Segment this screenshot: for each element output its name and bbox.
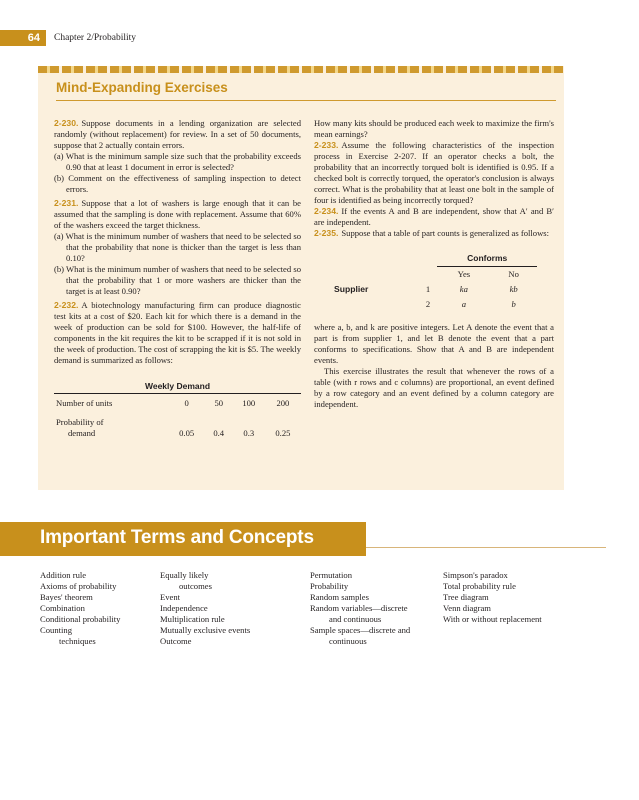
row-label: Number of units bbox=[56, 398, 113, 408]
divider bbox=[56, 100, 556, 101]
mind-expanding-exercises-box bbox=[38, 66, 564, 490]
table-row bbox=[332, 297, 537, 312]
table-cell: 1 bbox=[425, 284, 431, 294]
term: With or without replacement bbox=[443, 614, 542, 624]
exercise-number: 2-232. bbox=[54, 300, 79, 310]
table-cell: 0.4 bbox=[213, 428, 225, 438]
exercise-text: If the events A and B are independent, show that A′ and B′ are independent. bbox=[314, 206, 554, 227]
term-continuation: and continuous bbox=[329, 614, 382, 624]
exercise-part-a: (a) What is the minimum sample size such that the probability exceeds 0.90 that at least 1 document in error is selected? bbox=[54, 151, 301, 172]
term: Probability bbox=[310, 581, 349, 591]
cell-value: kb bbox=[509, 284, 518, 294]
section-title: Mind-Expanding Exercises bbox=[56, 80, 228, 95]
exercise-2-231 bbox=[54, 198, 301, 231]
term: Independence bbox=[160, 603, 208, 613]
table-cell: 0.05 bbox=[179, 428, 195, 438]
exercise-2-232 bbox=[54, 300, 301, 366]
term: Random variables—discrete bbox=[310, 603, 408, 613]
term-continuation: techniques bbox=[59, 636, 96, 646]
column-header: No bbox=[508, 269, 519, 279]
exercise-number: 2-231. bbox=[54, 198, 79, 208]
table-cell bbox=[437, 282, 490, 297]
decorative-dash-bar bbox=[38, 66, 564, 73]
table-cell: 100 bbox=[242, 398, 256, 408]
exercise-part-b: (b) What is the minimum number of washers that need to be selected so that the probability that 1 or more washers are thicker than the target is at least 0.90? bbox=[54, 264, 301, 296]
left-column bbox=[54, 118, 301, 440]
table-row bbox=[54, 397, 301, 410]
row-label-line: demand bbox=[68, 428, 96, 438]
table-caption: Conforms bbox=[437, 251, 537, 267]
term: Counting bbox=[40, 625, 72, 635]
exercise-number: 2-230. bbox=[54, 118, 79, 128]
exercise-2-232-continued: How many kits should be produced each week to maximize the firm's mean earnings? bbox=[314, 118, 554, 139]
weekly-demand-table bbox=[54, 380, 301, 440]
terms-column-3 bbox=[310, 570, 410, 647]
exercise-text: Suppose that a lot of washers is large enough that it can be assumed that the sampling is done with replacement. Assume that 60% of the washers exceed the target thickness. bbox=[54, 198, 301, 230]
column-header: Yes bbox=[457, 269, 471, 279]
exercise-2-233 bbox=[314, 140, 554, 206]
term: Bayes' theorem bbox=[40, 592, 93, 602]
exercise-text: Suppose that a table of part counts is generalized as follows: bbox=[341, 228, 550, 238]
exercise-part-a: (a) What is the minimum number of washers that need to be selected so that the probability that none is thicker than the target is less than 0.10? bbox=[54, 231, 301, 263]
table-cell: 0 bbox=[184, 398, 189, 408]
table-cell bbox=[490, 282, 537, 297]
divider bbox=[366, 547, 606, 548]
term: Outcome bbox=[160, 636, 192, 646]
terms-title: Important Terms and Concepts bbox=[40, 527, 314, 548]
exercise-2-235-text: where a, b, and k are positive integers. Let A denote the event that a part is from supplier 1, and let B denote the event that a part conforms to specifications. Show that A and B are independent events. bbox=[314, 322, 554, 365]
table-row bbox=[54, 416, 301, 440]
row-label-line: Probability of bbox=[56, 417, 104, 427]
exercise-text: A biotechnology manufacturing firm can produce diagnostic test kits at a cost of $20. Each kit for which there is a demand in the week of production can be sold for $100. However, the half-life of components in the kit requires the kit to be scrapped if it is not sold in the week of production. The cost of scrapping the kit is $5. The weekly demand is summarized as follows: bbox=[54, 300, 301, 365]
table-row bbox=[332, 282, 537, 297]
terms-column-2 bbox=[160, 570, 250, 647]
term: Total probability rule bbox=[443, 581, 516, 591]
cell-value: b bbox=[511, 299, 516, 309]
exercise-2-235-note: This exercise illustrates the result that whenever the rows of a table (with r rows and c columns) are proportional, an event defined by a row category and an event defined by a column category are independent. bbox=[314, 366, 554, 409]
term: Combination bbox=[40, 603, 85, 613]
exercise-number: 2-234. bbox=[314, 206, 339, 216]
exercise-text: Assume the following characteristics of the inspection process in Exercise 2-207. If an operator checks a bolt, the probability that an incorrectly torqued bolt is identified is 0.95. If a checked bolt is correctly torqued, the operator's conclusion is always correct. What is the probability that at least one bolt in the sample of four is identified as being incorrectly torqued? bbox=[314, 140, 554, 205]
term: Tree diagram bbox=[443, 592, 489, 602]
term: Axioms of probability bbox=[40, 581, 117, 591]
cell-value: ka bbox=[459, 284, 468, 294]
term: Multiplication rule bbox=[160, 614, 225, 624]
term: Permutation bbox=[310, 570, 353, 580]
conforms-table bbox=[332, 251, 537, 312]
term-continuation: outcomes bbox=[179, 581, 212, 591]
chapter-title: Chapter 2/Probability bbox=[54, 33, 137, 43]
term: Random samples bbox=[310, 592, 369, 602]
exercise-2-230 bbox=[54, 118, 301, 151]
exercise-number: 2-235. bbox=[314, 228, 339, 238]
term: Conditional probability bbox=[40, 614, 121, 624]
term: Simpson's paradox bbox=[443, 570, 508, 580]
right-column bbox=[314, 118, 554, 410]
row-label bbox=[54, 416, 169, 440]
table-cell: 0.25 bbox=[275, 428, 291, 438]
table-caption: Weekly Demand bbox=[144, 381, 211, 391]
table-cell bbox=[490, 297, 537, 312]
cell-value: a bbox=[461, 299, 466, 309]
term: Sample spaces—discrete and bbox=[310, 625, 411, 635]
page-number: 64 bbox=[0, 30, 46, 46]
term-continuation: continuous bbox=[329, 636, 367, 646]
terms-column-1 bbox=[40, 570, 120, 647]
table-cell: 50 bbox=[214, 398, 224, 408]
term: Event bbox=[160, 592, 181, 602]
exercise-number: 2-233. bbox=[314, 140, 339, 150]
term: Mutually exclusive events bbox=[160, 625, 251, 635]
exercise-text: Suppose documents in a lending organization are selected randomly (without replacement) for review. In a set of 50 documents, suppose that 2 actually contain errors. bbox=[54, 118, 301, 150]
row-label: Supplier bbox=[334, 284, 369, 294]
term: Addition rule bbox=[40, 570, 87, 580]
exercise-part-b: (b) Comment on the effectiveness of sampling inspection to detect errors. bbox=[54, 173, 301, 194]
table-cell: 200 bbox=[276, 398, 290, 408]
term: Venn diagram bbox=[443, 603, 491, 613]
table-cell: 0.3 bbox=[243, 428, 255, 438]
term: Equally likely bbox=[160, 570, 209, 580]
table-cell: 2 bbox=[425, 299, 431, 309]
terms-column-4 bbox=[443, 570, 542, 625]
table-cell bbox=[437, 297, 490, 312]
exercise-2-234 bbox=[314, 206, 554, 228]
exercise-2-235 bbox=[314, 228, 554, 239]
